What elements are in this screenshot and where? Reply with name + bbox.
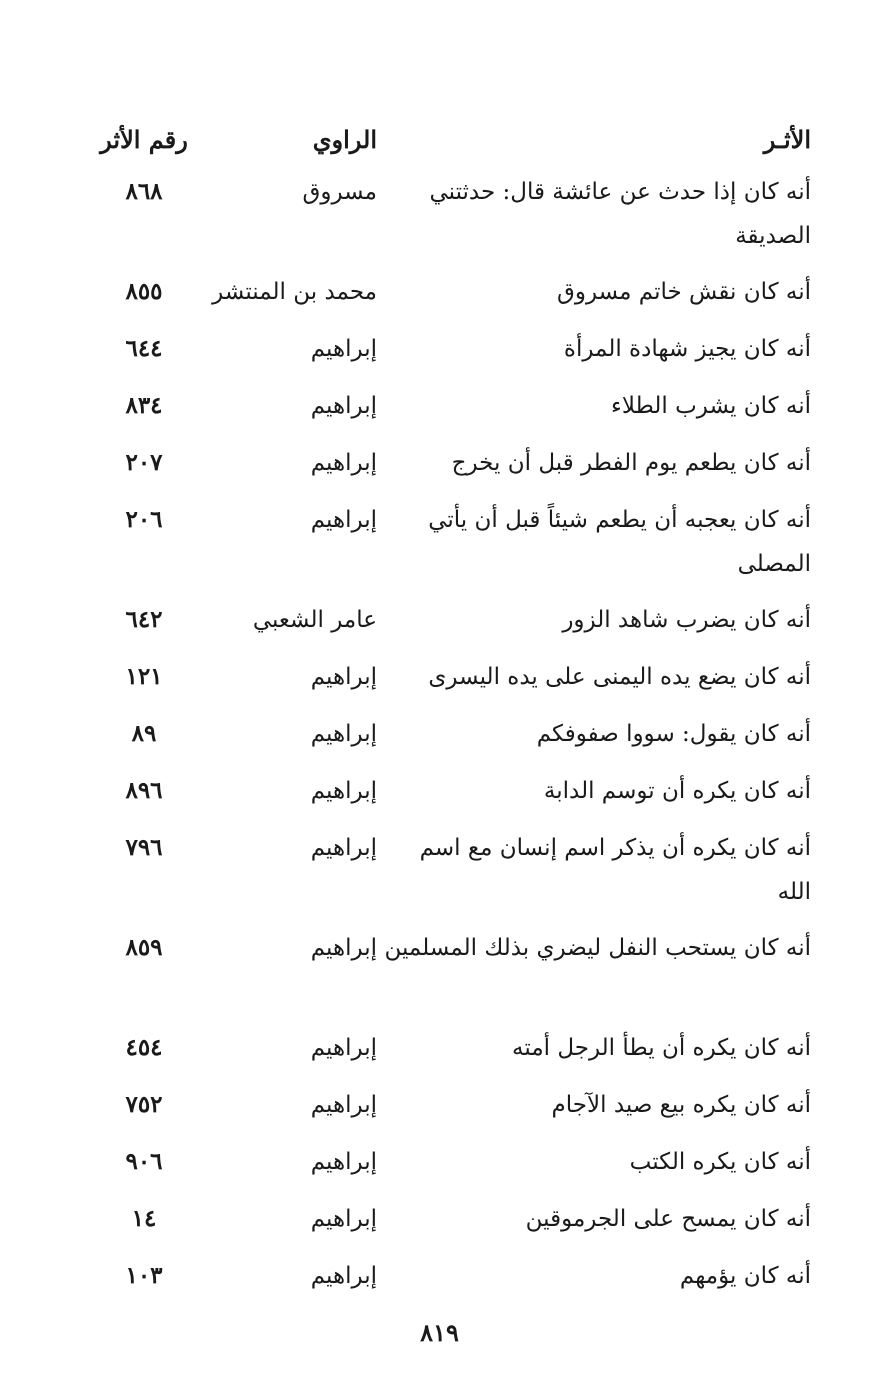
rawi-name: مسروق xyxy=(302,179,377,205)
table-row xyxy=(81,1140,811,1197)
header-athar: الأثـر xyxy=(763,125,811,154)
table-row xyxy=(81,769,811,826)
athar-text: أنه كان يكره أن يطأ الرجل أمته xyxy=(512,1035,811,1061)
table-row xyxy=(81,498,811,598)
rawi-name: إبراهيم xyxy=(310,450,377,476)
table-row xyxy=(81,1254,811,1311)
table-row xyxy=(81,598,811,655)
athar-number: ٩٠٦ xyxy=(125,1148,163,1175)
rawi-name: إبراهيم xyxy=(310,935,377,961)
rawi-name: إبراهيم xyxy=(310,1092,377,1118)
athar-number: ١٤ xyxy=(131,1205,157,1232)
athar-text: أنه كان نقش خاتم مسروق xyxy=(557,279,811,305)
rawi-name: عامر الشعبي xyxy=(252,607,377,633)
athar-number: ٦٤٢ xyxy=(125,606,163,633)
athar-number: ٢٠٧ xyxy=(125,449,163,476)
athar-text: أنه كان يعجبه أن يطعم شيئاً قبل أن يأتي المصلى xyxy=(428,507,811,577)
index-table xyxy=(81,110,811,1311)
athar-text: أنه كان يضرب شاهد الزور xyxy=(562,607,811,633)
rawi-name: إبراهيم xyxy=(310,507,377,533)
athar-number: ٨٦٨ xyxy=(125,178,163,205)
athar-text: أنه كان يستحب النفل ليضري بذلك المسلمين xyxy=(384,935,811,961)
athar-number: ٦٤٤ xyxy=(125,335,163,362)
athar-number: ٨٩ xyxy=(131,720,157,747)
athar-text: أنه كان يجيز شهادة المرأة xyxy=(563,336,811,362)
table-row xyxy=(81,926,811,1026)
athar-text: أنه كان يكره الكتب xyxy=(629,1149,811,1175)
table-row xyxy=(81,441,811,498)
table-header xyxy=(81,110,811,170)
rawi-name: إبراهيم xyxy=(310,336,377,362)
athar-text: أنه كان يضع يده اليمنى على يده اليسرى xyxy=(428,664,811,690)
header-rawi: الراوي xyxy=(312,125,377,154)
athar-text: أنه كان إذا حدث عن عائشة قال: حدثتني الصديقة xyxy=(429,179,811,249)
rawi-name: إبراهيم xyxy=(310,393,377,419)
athar-number: ١٢١ xyxy=(125,663,163,690)
athar-text: أنه كان يكره أن يذكر اسم إنسان مع اسم الله xyxy=(419,835,811,905)
athar-number: ٢٠٦ xyxy=(125,506,163,533)
table-row xyxy=(81,270,811,327)
rawi-name: إبراهيم xyxy=(310,1206,377,1232)
athar-number: ٧٩٦ xyxy=(125,834,163,861)
rawi-name: إبراهيم xyxy=(310,835,377,861)
rawi-name: محمد بن المنتشر xyxy=(212,279,377,305)
athar-text: أنه كان يشرب الطلاء xyxy=(611,393,811,419)
athar-text: أنه كان يكره بيع صيد الآجام xyxy=(551,1092,811,1118)
rawi-name: إبراهيم xyxy=(310,721,377,747)
athar-text: أنه كان يقول: سووا صفوفكم xyxy=(536,721,811,747)
athar-text: أنه كان يمسح على الجرموقين xyxy=(525,1206,811,1232)
table-row xyxy=(81,1083,811,1140)
table-row xyxy=(81,1197,811,1254)
page-number: ٨١٩ xyxy=(420,1318,459,1347)
header-number: رقم الأثر xyxy=(100,125,188,154)
table-row xyxy=(81,170,811,270)
athar-text: أنه كان يطعم يوم الفطر قبل أن يخرج xyxy=(451,450,811,476)
athar-number: ٨٥٩ xyxy=(125,934,163,961)
athar-text: أنه كان يؤمهم xyxy=(679,1263,811,1289)
table-row xyxy=(81,1026,811,1083)
athar-number: ٨٣٤ xyxy=(125,392,163,419)
rawi-name: إبراهيم xyxy=(310,1263,377,1289)
table-row xyxy=(81,384,811,441)
athar-number: ٤٥٤ xyxy=(125,1034,163,1061)
rawi-name: إبراهيم xyxy=(310,664,377,690)
athar-number: ٧٥٢ xyxy=(125,1091,163,1118)
rawi-name: إبراهيم xyxy=(310,1035,377,1061)
rawi-name: إبراهيم xyxy=(310,1149,377,1175)
table-row xyxy=(81,712,811,769)
athar-number: ١٠٣ xyxy=(125,1262,163,1289)
athar-number: ٨٩٦ xyxy=(125,777,163,804)
rawi-name: إبراهيم xyxy=(310,778,377,804)
table-row xyxy=(81,655,811,712)
table-row xyxy=(81,327,811,384)
athar-number: ٨٥٥ xyxy=(125,278,163,305)
table-row xyxy=(81,826,811,926)
athar-text: أنه كان يكره أن توسم الدابة xyxy=(543,778,811,804)
